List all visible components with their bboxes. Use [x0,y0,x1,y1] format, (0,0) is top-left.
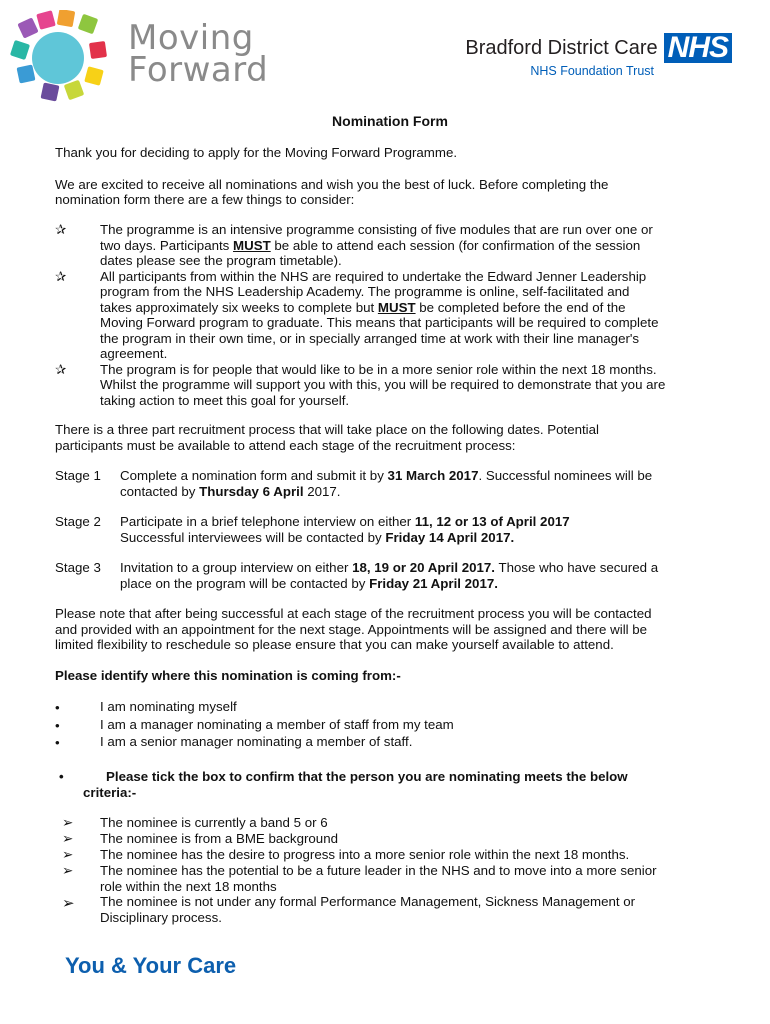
logo-mark-icon [10,10,110,102]
text-line: agreement. [100,346,168,361]
stage-1 [55,468,725,499]
text-span: Participate in a brief telephone interview on either [120,514,415,529]
trust-subtitle: NHS Foundation Trust [530,64,654,78]
criteria-label: The nominee is from a BME background [100,831,338,846]
text-line: Please tick the box to confirm that the person you are nominating meets the below [106,769,628,784]
stage-2 [55,514,725,545]
date-bold: 31 March 2017 [387,468,479,483]
bullet-icon: • [59,769,64,784]
trust-name: Bradford District Care [465,36,658,59]
text-line [120,560,725,576]
text-line: dates please see the program timetable). [100,253,342,268]
text-line: Whilst the programme will support you with this, you will be required to demonstrate that you are [100,377,666,392]
text-span: be able to attend each session (for confirmation of the session [270,237,641,253]
text-line [120,468,725,484]
text-line [100,238,725,254]
arrow-bullet-icon: ➢ [62,815,74,830]
emphasis-must: MUST [233,237,271,253]
stage-label: Stage 1 [55,468,101,483]
text-span: contacted by [120,483,200,499]
star-bullet-icon: ✰ [55,361,67,377]
option-self[interactable] [55,699,715,717]
text-span: place on the program will be contacted by [120,575,370,591]
option-label: I am a manager nominating a member of staff from my team [100,716,454,732]
option-senior-manager[interactable] [55,734,715,752]
note-paragraph [55,606,735,653]
text-line: and provided with an appointment for the next stage. Appointments will be assigned and there will be [55,621,648,637]
text-line: The programme is an intensive programme consisting of five modules that are run over one or [100,222,653,237]
criteria-label: The nominee has the potential to be a future leader in the NHS and to move into a more senior [100,863,657,878]
text-span: . Successful nominees will be [478,468,653,483]
text-line [100,300,725,316]
date-bold: 11, 12 or 13 of April 2017 [414,514,570,529]
stage-label: Stage 3 [55,560,101,575]
page-title: Nomination Form [332,113,448,129]
text-line: Please note that after being successful at each stage of the recruitment process you will be contacted [55,606,652,621]
text-line: Moving Forward program to graduate. This means that participants will be required to complete [100,315,659,330]
moving-forward-logo [10,10,110,102]
list-item [55,269,725,362]
bullet-icon: • [55,717,60,733]
date-bold: Friday 21 April 2017. [369,575,498,591]
criteria-label: The nominee is not under any formal Performance Management, Sickness Management or [100,894,636,909]
identify-heading: Please identify where this nomination is coming from:- [55,668,401,683]
nomination-options [55,699,715,752]
criteria-label: Disciplinary process. [100,909,222,925]
logo-text [128,18,269,90]
text-line: There is a three part recruitment process that will take place on the following dates. Potential [55,422,599,437]
logo-line-1: Moving [128,18,254,58]
intro-line-1: We are excited to receive all nominations and wish you the best of luck. Before completing the [55,176,609,192]
logo-line-2: Forward [128,50,269,90]
text-line: The program is for people that would like to be in a more senior role within the next 18 months. [100,361,657,377]
arrow-bullet-icon: ➢ [62,863,74,878]
option-manager[interactable] [55,717,715,735]
criteria-heading [55,769,715,801]
date-bold: 18, 19 or 20 April 2017. [352,560,495,575]
criteria-item[interactable] [62,815,722,831]
text-line [120,514,725,530]
text-line: taking action to meet this goal for yourself. [100,392,350,408]
text-span: Invitation to a group interview on either [120,560,353,575]
text-line: All participants from within the NHS are required to undertake the Edward Jenner Leadership [100,268,647,284]
text-span: takes approximately six weeks to complete but [100,299,378,315]
text-line [120,576,725,592]
bullet-icon: • [55,700,60,715]
trust-header [412,33,732,78]
process-intro [55,422,725,453]
option-label: I am nominating myself [100,699,237,714]
star-bullet-icon: ✰ [55,268,67,284]
text-line: program from the NHS Leadership Academy. The programme is online, self-facilitated and [100,284,630,299]
date-bold: Friday 14 April 2017. [385,529,515,545]
criteria-item[interactable] [62,863,722,894]
text-span: be completed before the end of the [415,299,626,315]
considerations-list [55,222,725,408]
arrow-bullet-icon: ➢ [62,847,74,862]
criteria-label: role within the next 18 months [100,878,277,894]
intro-thanks: Thank you for deciding to apply for the Moving Forward Programme. [55,145,458,160]
intro [55,145,725,208]
footer-slogan: You & Your Care [65,953,237,978]
star-bullet-icon: ✰ [55,222,67,237]
text-span: Complete a nomination form and submit it by [120,468,388,483]
criteria-item[interactable] [62,831,722,847]
arrow-bullet-icon: ➢ [62,831,74,846]
criteria-item[interactable] [62,847,722,863]
date-bold: Thursday 6 April [199,483,304,499]
criteria-label: The nominee is currently a band 5 or 6 [100,815,328,830]
stages [55,468,725,591]
arrow-bullet-icon: ➢ [62,895,75,912]
text-line: participants must be available to attend each stage of the recruitment process: [55,437,516,453]
text-line: criteria:- [83,785,137,800]
text-span: 2017. [303,483,341,499]
criteria-item[interactable] [62,894,722,925]
stage-3 [55,560,725,591]
bullet-icon: • [55,735,60,750]
text-line: the program in their own time, or in specially arranged time at work with their line manager's [100,330,640,346]
emphasis-must: MUST [377,299,416,315]
list-item [55,362,725,409]
text-line [120,530,725,546]
text-span: Those who have secured a [495,560,659,575]
text-line [120,484,725,500]
text-line: limited flexibility to reschedule so please ensure that you can make yourself available to attend. [55,637,614,652]
list-item [55,222,725,269]
criteria-label: The nominee has the desire to progress into a more senior role within the next 18 months. [100,847,630,862]
intro-line-2: nomination form there are a few things to consider: [55,192,355,207]
criteria-list [62,815,722,925]
stage-label: Stage 2 [55,514,101,529]
text-span: Successful interviewees will be contacted by [120,529,386,545]
nhs-logo: NHS [664,33,732,63]
option-label: I am a senior manager nominating a member of staff. [100,734,413,749]
text-span: two days. Participants [100,237,234,253]
